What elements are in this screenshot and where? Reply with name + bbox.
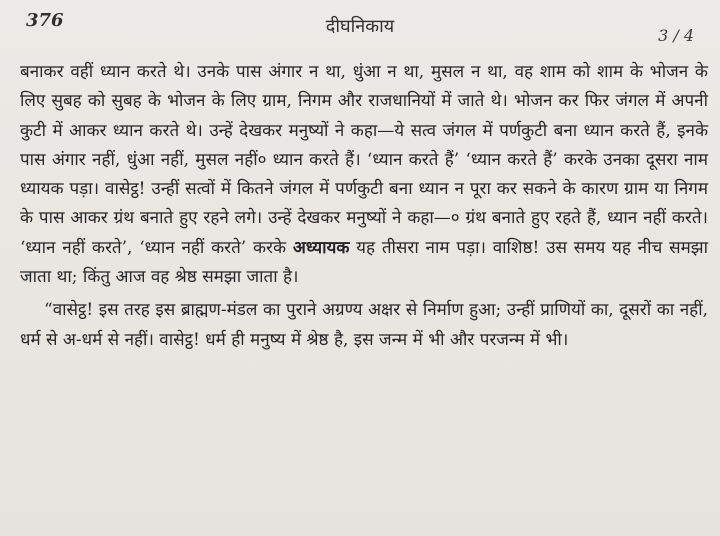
paragraph-1-text-after: यह तीसरा नाम पड़ा। वाशिष्ठ! उस समय यह नीच समझा जाता था; किंतु आज वह श्रेष्ठ समझा जाता है। [20, 237, 709, 288]
paragraph-1 [20, 58, 708, 292]
running-title: दीघनिकाय [325, 16, 395, 37]
body-text [20, 58, 708, 355]
paragraph-1-emphasis: अध्यायक [292, 237, 350, 258]
page-fraction: 3 / 4 [658, 26, 694, 45]
paragraph-2 [20, 296, 708, 355]
page-number: 376 [26, 10, 64, 31]
paragraph-1-text-before: बनाकर वहीं ध्यान करते थे। उनके पास अंगार न था, धुंआ न था, मुसल न था, वह शाम को शाम के भोजन के लिए सुबह को सुबह के भोजन के लिए ग्राम, निगम और राजधानियों में जाते थे। भोजन कर फिर जंगल में अपनी कुटी में आकर ध्यान करते थे। उन्हें देखकर मनुष्यों ने कहा—ये सत्व जंगल में पर्णकुटी बना ध्यान करते हैं, इनके पास अंगार नहीं, धुंआ नहीं, मुसल नहीं० ध्यान करते हैं। ‘ध्यान करते हैं’ ‘ध्यान करते हैं’ करके उनका दूसरा नाम ध्यायक पड़ा। वासेट्ठ! उन्हीं सत्वों में कितने जंगल में पर्णकुटी बना ध्यान न पूरा कर सकने के कारण ग्राम या निगम के पास आकर ग्रंथ बनाते हुए रहने लगे। उन्हें देखकर मनुष्यों ने कहा—० ग्रंथ बनाते हुए रहते हैं, ध्यान नहीं करते। ‘ध्यान नहीं करते’, ‘ध्यान नहीं करते’ करके [20, 62, 708, 258]
paragraph-2-text: “वासेट्ठ! इस तरह इस ब्राह्मण-मंडल का पुराने अग्रण्य अक्षर से निर्माण हुआ; उन्हीं प्राणियों का, दूसरों का नहीं, धर्म से अ-धर्म से नहीं। वासेट्ठ! धर्म ही मनुष्य में श्रेष्ठ है, इस जन्म में भी और परजन्म में भी। [20, 300, 708, 350]
